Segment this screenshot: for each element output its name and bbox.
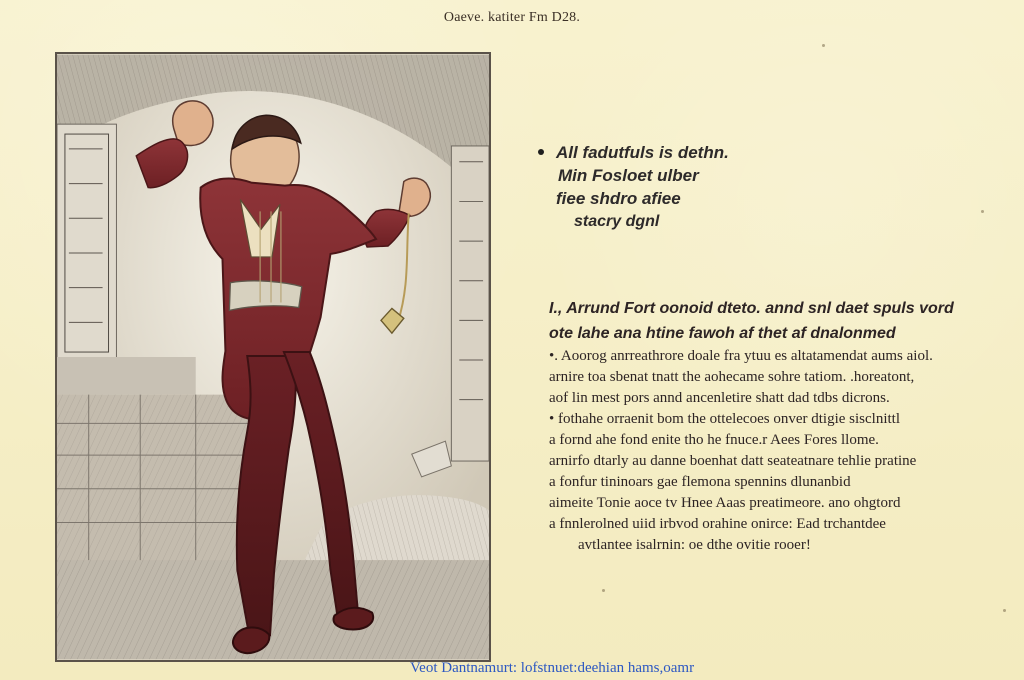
paragraph-line: I., Arrund Fort oonoid dteto. annd snl daet spuls vord: [549, 300, 954, 317]
paragraph-line: •. Aoorog anrreathrore doale fra ytuu es altatamendat aums aiol.: [549, 348, 933, 364]
right-shoe: [334, 608, 374, 630]
page-title: Oaeve. katiter Fm D28.: [443, 10, 581, 25]
left-hand-icon: [173, 101, 213, 146]
paragraph-line: aimeite Tonie aoce tv Hnee Aaas preatimeore. ano ohgtord: [549, 495, 901, 511]
historic-man-illustration: [57, 54, 489, 660]
paper-speck: [602, 589, 605, 592]
paragraph-line: • fothahe orraenit bom the ottelecoes onver dtigie sisclnittl: [549, 411, 900, 427]
list-item-3: [556, 187, 820, 210]
paragraph-line: aof lin mest pors annd ancenletire shatt dad tdbs dicrons.: [549, 390, 890, 406]
list-item-1: [540, 141, 820, 164]
bullet-icon: [538, 149, 544, 155]
paragraph-line: a fnnlerolned uiid irbvod orahine onirce: Ead trchantdee: [549, 516, 886, 532]
list-item-text: fiee shdro afiee: [556, 189, 681, 208]
wall-ledge: [57, 357, 196, 395]
list-item-text: All fadutfuls is dethn.: [556, 143, 729, 162]
illustration-frame: [55, 52, 491, 662]
right-window: [451, 146, 489, 461]
paragraph-line: arnire toa sbenat tnatt the aohecame sohre tatiom. .horeatont,: [549, 369, 915, 385]
bullet-list: [540, 141, 820, 233]
paragraph-line: ote lahe ana htine fawoh af thet af dnalonmed: [549, 325, 896, 342]
body-paragraph: [549, 296, 994, 556]
paragraph-line: avtlantee isalrnin: oe dthe ovitie rooer!: [578, 537, 811, 553]
sash: [229, 281, 301, 311]
paper-speck: [1003, 609, 1006, 612]
paper-speck: [822, 44, 825, 47]
list-item-text: Min Fosloet ulber: [558, 166, 699, 185]
stone-hatching: [57, 395, 260, 561]
paper-speck: [981, 210, 984, 213]
paragraph-line: arnirfo dtarly au danne boenhat datt seateatnare tehlie pratine: [549, 453, 917, 469]
paragraph-line: a fornd ahe fond enite tho he fnuce.r Aees Fores llome.: [549, 432, 879, 448]
paragraph-line: a fonfur tininoars gae flemona spennins dlunanbid: [549, 474, 851, 490]
list-item-4: [574, 210, 820, 233]
list-item-2: [558, 164, 820, 187]
left-window: [57, 124, 116, 362]
footer-link[interactable]: Veot Dantnamurt: lofstnuet:deehian hams,oamr: [410, 660, 695, 676]
list-item-text: stacry dgnl: [574, 213, 660, 230]
